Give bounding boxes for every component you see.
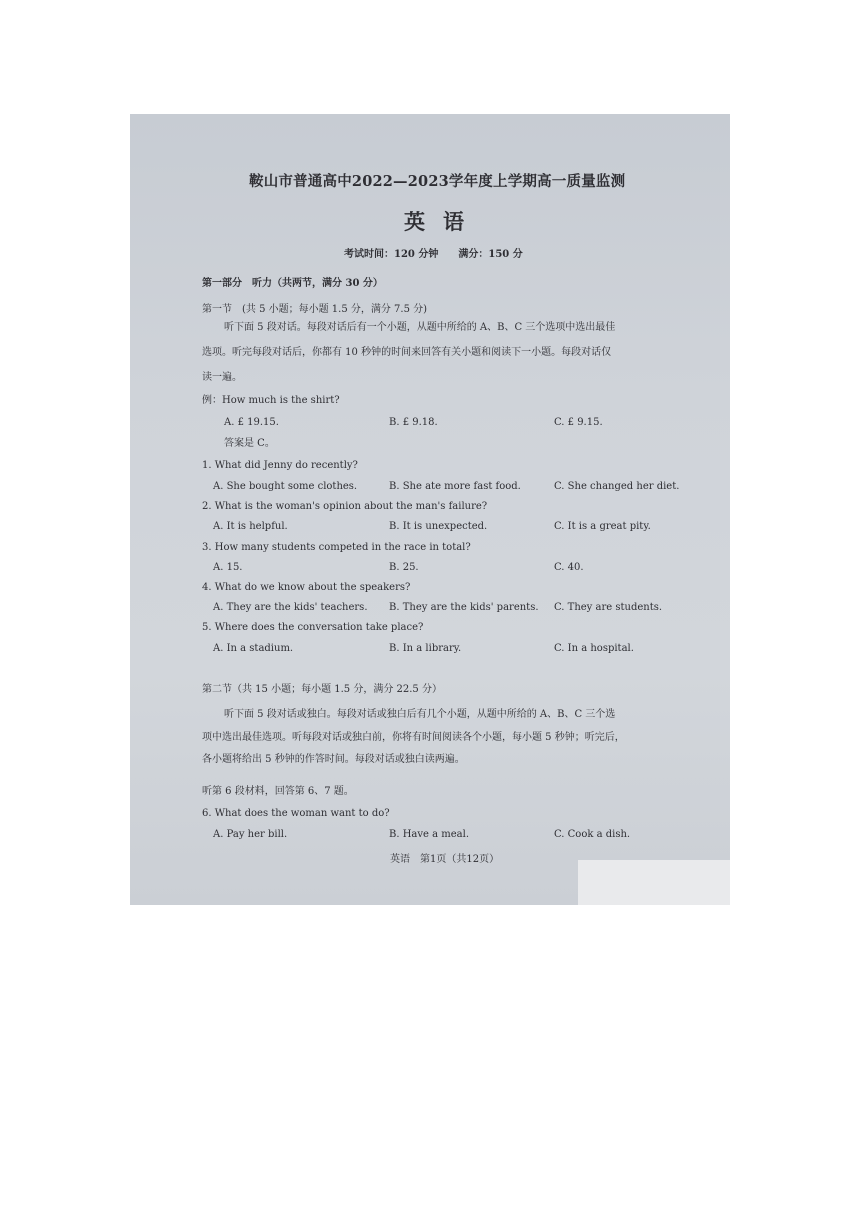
question-6-option-b: B. Have a meal.: [389, 829, 470, 840]
page-footer: 英语 第1页（共12页）: [390, 854, 500, 865]
material-instruction: 听第 6 段材料，回答第 6、7 题。: [202, 786, 354, 797]
exam-info: 考试时间：120 分钟 满分：150 分: [344, 249, 523, 260]
question-4-option-b: B. They are the kids' parents.: [389, 602, 539, 613]
question-3: 3. How many students competed in the race in total?: [202, 542, 471, 553]
section2-heading: 第二节（共 15 小题；每小题 1.5 分，满分 22.5 分）: [202, 684, 442, 695]
section2-instruction-line-1: 听下面 5 段对话或独白。每段对话或独白后有几个小题，从题中所给的 A、B、C 三个选: [224, 709, 616, 720]
question-2-option-b: B. It is unexpected.: [389, 521, 488, 532]
question-3-option-c: C. 40.: [554, 562, 584, 573]
question-2-option-c: C. It is a great pity.: [554, 521, 651, 532]
question-5-option-c: C. In a hospital.: [554, 643, 634, 654]
section1-instruction-line-2: 选项。听完每段对话后，你都有 10 秒钟的时间来回答有关小题和阅读下一小题。每段对话仅: [202, 347, 612, 358]
question-1: 1. What did Jenny do recently?: [202, 460, 358, 471]
example-option-a: A. £ 19.15.: [224, 417, 279, 428]
cover-patch: [578, 860, 730, 905]
question-1-option-c: C. She changed her diet.: [554, 481, 680, 492]
question-5-option-a: A. In a stadium.: [213, 643, 294, 654]
part1-heading: 第一部分 听力（共两节，满分 30 分）: [202, 278, 383, 289]
section1-instruction-line-3: 读一遍。: [202, 372, 242, 383]
example-question: 例：How much is the shirt?: [202, 395, 340, 406]
question-5-option-b: B. In a library.: [389, 643, 462, 654]
question-6-option-a: A. Pay her bill.: [213, 829, 288, 840]
question-2: 2. What is the woman's opinion about the man's failure?: [202, 501, 488, 512]
example-option-b: B. £ 9.18.: [389, 417, 438, 428]
question-3-option-b: B. 25.: [389, 562, 419, 573]
question-4-option-a: A. They are the kids' teachers.: [213, 602, 368, 613]
question-1-option-b: B. She ate more fast food.: [389, 481, 521, 492]
section2-instruction-line-3: 各小题将给出 5 秒钟的作答时间。每段对话或独白读两遍。: [202, 754, 465, 765]
example-option-c: C. £ 9.15.: [554, 417, 603, 428]
question-4-option-c: C. They are students.: [554, 602, 663, 613]
exam-title: 鞍山市普通高中2022—2023学年度上学期高一质量监测: [249, 173, 626, 190]
section2-instruction-line-2: 项中选出最佳选项。听每段对话或独白前，你将有时间阅读各个小题，每小题 5 秒钟；听完后，: [202, 732, 625, 743]
question-4: 4. What do we know about the speakers?: [202, 582, 411, 593]
question-5: 5. Where does the conversation take place?: [202, 622, 424, 633]
question-6: 6. What does the woman want to do?: [202, 808, 390, 819]
question-2-option-a: A. It is helpful.: [213, 521, 288, 532]
exam-page-photo: [130, 114, 730, 905]
section1-heading: 第一节 (共 5 小题；每小题 1.5 分，满分 7.5 分): [202, 304, 428, 315]
subject-title: 英语: [404, 209, 482, 234]
section1-instruction-line-1: 听下面 5 段对话。每段对话后有一个小题，从题中所给的 A、B、C 三个选项中选出最佳: [224, 322, 616, 333]
example-answer: 答案是 C。: [224, 438, 275, 449]
question-6-option-c: C. Cook a dish.: [554, 829, 631, 840]
question-3-option-a: A. 15.: [213, 562, 243, 573]
question-1-option-a: A. She bought some clothes.: [213, 481, 358, 492]
